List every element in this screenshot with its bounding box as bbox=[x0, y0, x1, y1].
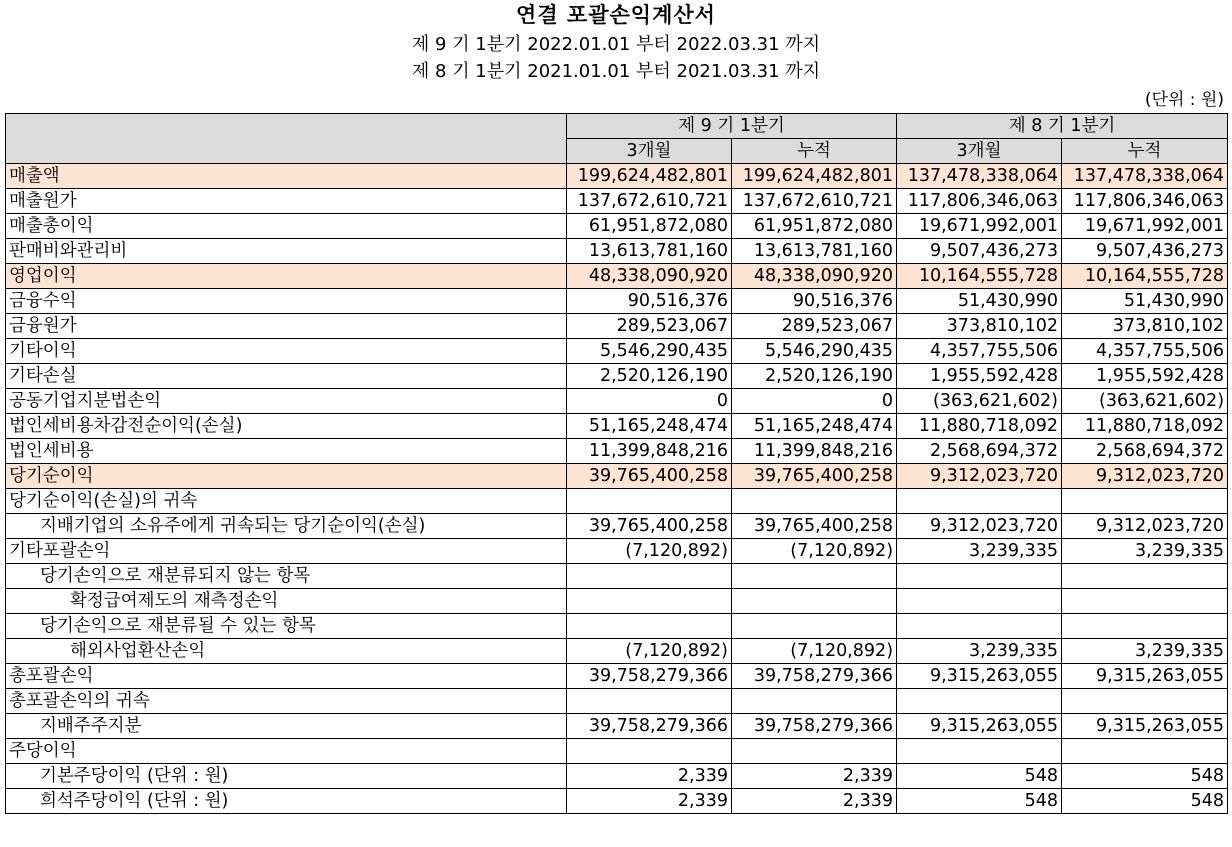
row-label: 희석주당이익 (단위 : 원) bbox=[6, 789, 567, 814]
value-cell: 4,357,755,506 bbox=[1062, 339, 1228, 364]
value-cell bbox=[1062, 564, 1228, 589]
value-cell: 9,507,436,273 bbox=[1062, 239, 1228, 264]
header-account-cell bbox=[6, 114, 567, 164]
value-cell bbox=[567, 614, 732, 639]
table-row bbox=[6, 289, 1228, 314]
value-cell bbox=[732, 689, 897, 714]
value-cell: 5,546,290,435 bbox=[567, 339, 732, 364]
value-cell: 51,430,990 bbox=[1062, 289, 1228, 314]
value-cell: 2,520,126,190 bbox=[567, 364, 732, 389]
value-cell: 39,765,400,258 bbox=[567, 514, 732, 539]
period-prior: 제 8 기 1분기 2021.01.01 부터 2021.03.31 까지 bbox=[411, 61, 821, 82]
table-row bbox=[6, 439, 1228, 464]
value-cell: 11,880,718,092 bbox=[897, 414, 1062, 439]
value-cell: 2,339 bbox=[732, 789, 897, 814]
value-cell: 2,339 bbox=[567, 789, 732, 814]
value-cell: 1,955,592,428 bbox=[897, 364, 1062, 389]
row-label: 매출원가 bbox=[6, 189, 567, 214]
value-cell: 90,516,376 bbox=[567, 289, 732, 314]
value-cell: 137,478,338,064 bbox=[897, 164, 1062, 189]
table-row bbox=[6, 789, 1228, 814]
header-row-1 bbox=[6, 114, 1228, 139]
value-cell: 0 bbox=[567, 389, 732, 414]
value-cell bbox=[1062, 739, 1228, 764]
row-label: 당기손익으로 재분류되지 않는 항목 bbox=[6, 564, 567, 589]
value-cell: 19,671,992,001 bbox=[1062, 214, 1228, 239]
statement-title: 연결 포괄손익계산서 bbox=[516, 3, 716, 27]
value-cell: 9,312,023,720 bbox=[897, 514, 1062, 539]
value-cell: 137,672,610,721 bbox=[732, 189, 897, 214]
table-row bbox=[6, 314, 1228, 339]
value-cell: 199,624,482,801 bbox=[732, 164, 897, 189]
value-cell: 1,955,592,428 bbox=[1062, 364, 1228, 389]
value-cell bbox=[567, 739, 732, 764]
table-row bbox=[6, 614, 1228, 639]
value-cell: 2,568,694,372 bbox=[1062, 439, 1228, 464]
value-cell: 13,613,781,160 bbox=[567, 239, 732, 264]
header-current-period: 제 9 기 1분기 bbox=[567, 114, 897, 139]
value-cell: 39,765,400,258 bbox=[732, 464, 897, 489]
value-cell: 2,520,126,190 bbox=[732, 364, 897, 389]
table-row bbox=[6, 739, 1228, 764]
value-cell: 289,523,067 bbox=[732, 314, 897, 339]
value-cell bbox=[897, 564, 1062, 589]
row-label: 매출액 bbox=[6, 164, 567, 189]
value-cell: 9,507,436,273 bbox=[897, 239, 1062, 264]
header-current-cumulative: 누적 bbox=[732, 139, 897, 164]
value-cell: 0 bbox=[732, 389, 897, 414]
row-label: 지배기업의 소유주에게 귀속되는 당기순이익(손실) bbox=[6, 514, 567, 539]
value-cell bbox=[1062, 614, 1228, 639]
value-cell bbox=[732, 489, 897, 514]
row-label: 공동기업지분법손익 bbox=[6, 389, 567, 414]
value-cell: 137,478,338,064 bbox=[1062, 164, 1228, 189]
row-label: 기타손실 bbox=[6, 364, 567, 389]
value-cell: 137,672,610,721 bbox=[567, 189, 732, 214]
row-label: 기타포괄손익 bbox=[6, 539, 567, 564]
value-cell: 9,315,263,055 bbox=[897, 664, 1062, 689]
value-cell: 3,239,335 bbox=[897, 639, 1062, 664]
table-row bbox=[6, 189, 1228, 214]
table-row bbox=[6, 164, 1228, 189]
row-label: 지배주주지분 bbox=[6, 714, 567, 739]
value-cell: 61,951,872,080 bbox=[732, 214, 897, 239]
value-cell: 373,810,102 bbox=[1062, 314, 1228, 339]
value-cell: 39,758,279,366 bbox=[732, 714, 897, 739]
value-cell bbox=[897, 689, 1062, 714]
value-cell bbox=[567, 689, 732, 714]
value-cell: 61,951,872,080 bbox=[567, 214, 732, 239]
header-prior-cumulative: 누적 bbox=[1062, 139, 1228, 164]
value-cell bbox=[567, 589, 732, 614]
value-cell: 548 bbox=[897, 764, 1062, 789]
value-cell: 48,338,090,920 bbox=[732, 264, 897, 289]
value-cell: (363,621,602) bbox=[1062, 389, 1228, 414]
row-label: 매출총이익 bbox=[6, 214, 567, 239]
value-cell: 39,765,400,258 bbox=[567, 464, 732, 489]
table-row bbox=[6, 364, 1228, 389]
row-label: 확정급여제도의 재측정손익 bbox=[6, 589, 567, 614]
table-row bbox=[6, 389, 1228, 414]
value-cell: 289,523,067 bbox=[567, 314, 732, 339]
value-cell: 548 bbox=[1062, 789, 1228, 814]
income-statement-table bbox=[5, 113, 1228, 814]
table-row bbox=[6, 564, 1228, 589]
row-label: 법인세비용 bbox=[6, 439, 567, 464]
value-cell: 51,165,248,474 bbox=[567, 414, 732, 439]
value-cell: 9,312,023,720 bbox=[897, 464, 1062, 489]
value-cell bbox=[732, 589, 897, 614]
row-label: 총포괄손익의 귀속 bbox=[6, 689, 567, 714]
value-cell bbox=[732, 739, 897, 764]
table-row bbox=[6, 414, 1228, 439]
table-row bbox=[6, 239, 1228, 264]
table-row bbox=[6, 689, 1228, 714]
value-cell: 199,624,482,801 bbox=[567, 164, 732, 189]
value-cell: 11,880,718,092 bbox=[1062, 414, 1228, 439]
table-row bbox=[6, 589, 1228, 614]
value-cell bbox=[567, 489, 732, 514]
row-label: 기본주당이익 (단위 : 원) bbox=[6, 764, 567, 789]
row-label: 당기손익으로 재분류될 수 있는 항목 bbox=[6, 614, 567, 639]
row-label: 기타이익 bbox=[6, 339, 567, 364]
unit-label: (단위 : 원) bbox=[1144, 90, 1224, 110]
value-cell: 3,239,335 bbox=[1062, 639, 1228, 664]
value-cell: 5,546,290,435 bbox=[732, 339, 897, 364]
value-cell bbox=[1062, 589, 1228, 614]
value-cell: (7,120,892) bbox=[732, 539, 897, 564]
table-row bbox=[6, 764, 1228, 789]
value-cell: 39,758,279,366 bbox=[732, 664, 897, 689]
table-row bbox=[6, 489, 1228, 514]
row-label: 당기순이익(손실)의 귀속 bbox=[6, 489, 567, 514]
row-label: 금융수익 bbox=[6, 289, 567, 314]
value-cell: 117,806,346,063 bbox=[897, 189, 1062, 214]
table-row bbox=[6, 539, 1228, 564]
header-prior-3m: 3개월 bbox=[897, 139, 1062, 164]
table-row bbox=[6, 464, 1228, 489]
row-label: 당기순이익 bbox=[6, 464, 567, 489]
value-cell: 9,312,023,720 bbox=[1062, 464, 1228, 489]
value-cell: 19,671,992,001 bbox=[897, 214, 1062, 239]
value-cell: 9,315,263,055 bbox=[1062, 714, 1228, 739]
value-cell: 39,758,279,366 bbox=[567, 664, 732, 689]
value-cell: 9,315,263,055 bbox=[1062, 664, 1228, 689]
value-cell: 2,339 bbox=[567, 764, 732, 789]
value-cell: 117,806,346,063 bbox=[1062, 189, 1228, 214]
value-cell: 2,568,694,372 bbox=[897, 439, 1062, 464]
row-label: 영업이익 bbox=[6, 264, 567, 289]
table-row bbox=[6, 264, 1228, 289]
value-cell: 51,430,990 bbox=[897, 289, 1062, 314]
table-row bbox=[6, 714, 1228, 739]
row-label: 판매비와관리비 bbox=[6, 239, 567, 264]
value-cell: 48,338,090,920 bbox=[567, 264, 732, 289]
value-cell: 39,765,400,258 bbox=[732, 514, 897, 539]
row-label: 총포괄손익 bbox=[6, 664, 567, 689]
value-cell: 39,758,279,366 bbox=[567, 714, 732, 739]
value-cell: 2,339 bbox=[732, 764, 897, 789]
value-cell: (7,120,892) bbox=[732, 639, 897, 664]
value-cell: 13,613,781,160 bbox=[732, 239, 897, 264]
value-cell bbox=[897, 489, 1062, 514]
row-label: 금융원가 bbox=[6, 314, 567, 339]
table-row bbox=[6, 339, 1228, 364]
value-cell: 3,239,335 bbox=[1062, 539, 1228, 564]
table-row bbox=[6, 214, 1228, 239]
value-cell: 11,399,848,216 bbox=[567, 439, 732, 464]
value-cell: 11,399,848,216 bbox=[732, 439, 897, 464]
value-cell: 10,164,555,728 bbox=[1062, 264, 1228, 289]
value-cell: 548 bbox=[897, 789, 1062, 814]
value-cell bbox=[732, 564, 897, 589]
value-cell: (7,120,892) bbox=[567, 539, 732, 564]
value-cell bbox=[732, 614, 897, 639]
value-cell bbox=[567, 564, 732, 589]
value-cell: 548 bbox=[1062, 764, 1228, 789]
value-cell bbox=[897, 739, 1062, 764]
table-row bbox=[6, 664, 1228, 689]
value-cell bbox=[897, 614, 1062, 639]
value-cell: 51,165,248,474 bbox=[732, 414, 897, 439]
row-label: 해외사업환산손익 bbox=[6, 639, 567, 664]
header-prior-period: 제 8 기 1분기 bbox=[897, 114, 1228, 139]
row-label: 법인세비용차감전순이익(손실) bbox=[6, 414, 567, 439]
table-row bbox=[6, 639, 1228, 664]
row-label: 주당이익 bbox=[6, 739, 567, 764]
value-cell bbox=[897, 589, 1062, 614]
period-current: 제 9 기 1분기 2022.01.01 부터 2022.03.31 까지 bbox=[411, 34, 821, 55]
value-cell: 10,164,555,728 bbox=[897, 264, 1062, 289]
value-cell: 4,357,755,506 bbox=[897, 339, 1062, 364]
value-cell: 373,810,102 bbox=[897, 314, 1062, 339]
value-cell: 9,312,023,720 bbox=[1062, 514, 1228, 539]
header-current-3m: 3개월 bbox=[567, 139, 732, 164]
value-cell: (7,120,892) bbox=[567, 639, 732, 664]
value-cell bbox=[1062, 689, 1228, 714]
value-cell: 90,516,376 bbox=[732, 289, 897, 314]
value-cell bbox=[1062, 489, 1228, 514]
value-cell: 9,315,263,055 bbox=[897, 714, 1062, 739]
table-row bbox=[6, 514, 1228, 539]
value-cell: (363,621,602) bbox=[897, 389, 1062, 414]
value-cell: 3,239,335 bbox=[897, 539, 1062, 564]
